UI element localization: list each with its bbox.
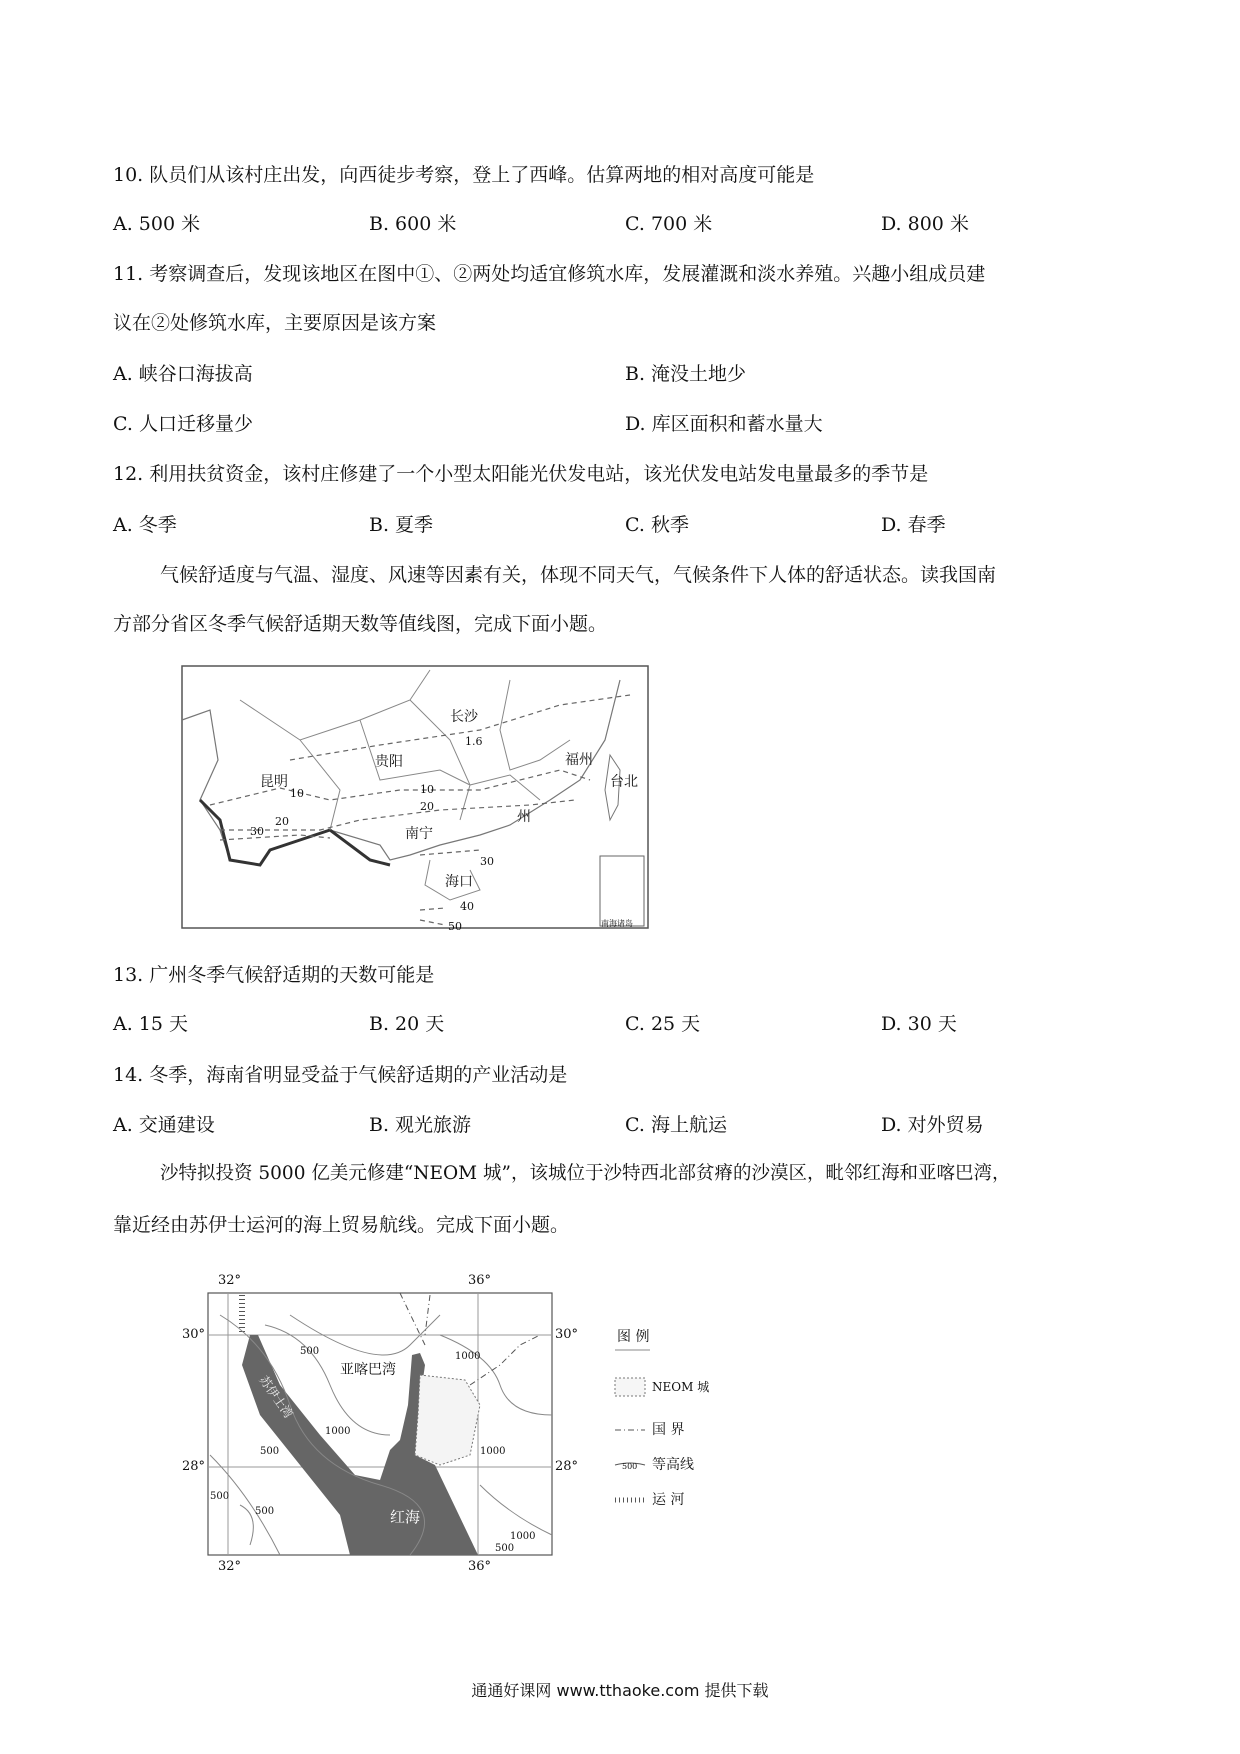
contour-label: 500 xyxy=(260,1446,280,1457)
isoline-label: 50 xyxy=(448,920,462,933)
city-label-nanning: 南宁 xyxy=(405,826,433,842)
legend-contour-sample: 500 xyxy=(622,1462,638,1471)
isoline-label: 20 xyxy=(420,800,434,813)
passage1-line2: 方部分省区冬季气候舒适期天数等值线图，完成下面小题。 xyxy=(113,613,608,635)
lat-label: 28° xyxy=(555,1459,579,1474)
q11-stem-line1: 11. 考察调查后，发现该地区在图中①、②两处均适宜修筑水库，发展灌溉和淡水养殖。兴趣小组成员建 xyxy=(113,263,986,285)
passage1-line1: 气候舒适度与气温、湿度、风速等因素有关，体现不同天气，气候条件下人体的舒适状态。读我国南 xyxy=(160,564,997,586)
q11-option-c: C. 人口迁移量少 xyxy=(113,413,253,435)
isoline-label: 30 xyxy=(250,825,264,838)
q13-option-b: B. 20 天 xyxy=(369,1013,445,1035)
lon-label: 36° xyxy=(468,1559,492,1574)
lat-label: 30° xyxy=(182,1327,206,1342)
contour-label: 1000 xyxy=(510,1531,536,1542)
label-gulf-of-aqaba: 亚喀巴湾 xyxy=(340,1362,396,1378)
q14-stem: 14. 冬季，海南省明显受益于气候舒适期的产业活动是 xyxy=(113,1064,568,1086)
q14-option-c: C. 海上航运 xyxy=(625,1114,727,1136)
isoline-label: 10 xyxy=(420,783,434,796)
q14-option-b: B. 观光旅游 xyxy=(369,1114,472,1136)
lat-label: 28° xyxy=(182,1459,206,1474)
q12-stem: 12. 利用扶贫资金，该村庄修建了一个小型太阳能光伏发电站，该光伏发电站发电量最多的季节是 xyxy=(113,463,929,485)
legend-canal: 运 河 xyxy=(652,1492,685,1508)
lat-label: 30° xyxy=(555,1327,579,1342)
q10-option-c: C. 700 米 xyxy=(625,213,713,235)
q10-stem: 10. 队员们从该村庄出发，向西徒步考察，登上了西峰。估算两地的相对高度可能是 xyxy=(113,164,815,186)
footer-watermark: 通通好课网 www.tthaoke.com 提供下载 xyxy=(471,1681,769,1700)
contour-label: 500 xyxy=(300,1346,320,1357)
contour-label: 500 xyxy=(210,1491,230,1502)
q10-option-a: A. 500 米 xyxy=(113,213,201,235)
contour-label: 500 xyxy=(255,1506,275,1517)
city-label-taibei: 台北 xyxy=(610,774,638,790)
q11-option-d: D. 库区面积和蓄水量大 xyxy=(625,413,823,435)
legend-contour: 等高线 xyxy=(652,1457,694,1473)
isoline-label: 1.6 xyxy=(465,735,483,748)
q14-option-a: A. 交通建设 xyxy=(113,1114,215,1136)
q14-option-d: D. 对外贸易 xyxy=(881,1114,984,1136)
q13-stem: 13. 广州冬季气候舒适期的天数可能是 xyxy=(113,964,435,986)
climate-comfort-isoline-map xyxy=(180,660,660,940)
q12-option-b: B. 夏季 xyxy=(369,514,434,536)
q12-option-a: A. 冬季 xyxy=(113,514,177,536)
q10-option-b: B. 600 米 xyxy=(369,213,457,235)
q13-option-c: C. 25 天 xyxy=(625,1013,701,1035)
city-label-haikou: 海口 xyxy=(445,874,473,890)
q11-option-b: B. 淹没土地少 xyxy=(625,363,747,385)
lon-label: 32° xyxy=(218,1559,242,1574)
q11-stem-line2: 议在②处修筑水库，主要原因是该方案 xyxy=(113,312,437,334)
contour-label: 500 xyxy=(495,1543,515,1554)
contour-label: 1000 xyxy=(325,1426,351,1437)
label-gulf-of-suez: 苏伊士湾 xyxy=(256,1373,296,1421)
isoline-label: 30 xyxy=(480,855,494,868)
city-label-changsha: 长沙 xyxy=(450,709,478,725)
lon-label: 32° xyxy=(218,1273,242,1288)
inset-label-south-china-sea: 南海诸岛 xyxy=(601,919,633,928)
isoline-label: 10 xyxy=(290,787,304,800)
legend-title: 图 例 xyxy=(617,1329,650,1345)
label-red-sea: 红海 xyxy=(390,1508,421,1526)
passage2-line1: 沙特拟投资 5000 亿美元修建“NEOM 城”，该城位于沙特西北部贫瘠的沙漠区，毗邻红海和亚喀巴湾， xyxy=(160,1163,1011,1184)
isoline-label: 40 xyxy=(460,900,474,913)
neom-city-map xyxy=(180,1255,740,1585)
city-label-guiyang: 贵阳 xyxy=(375,754,403,770)
q13-option-d: D. 30 天 xyxy=(881,1013,957,1035)
q12-option-c: C. 秋季 xyxy=(625,514,689,536)
city-label-guangzhou: 州 xyxy=(517,809,531,825)
isoline-label: 20 xyxy=(275,815,289,828)
legend-border: 国 界 xyxy=(652,1422,685,1438)
contour-label: 1000 xyxy=(480,1446,506,1457)
legend-neom-city: NEOM 城 xyxy=(652,1380,710,1394)
city-label-fuzhou: 福州 xyxy=(565,752,593,768)
q13-option-a: A. 15 天 xyxy=(113,1013,189,1035)
contour-label: 1000 xyxy=(455,1351,481,1362)
q12-option-d: D. 春季 xyxy=(881,514,946,536)
lon-label: 36° xyxy=(468,1273,492,1288)
city-label-kunming: 昆明 xyxy=(260,774,288,790)
q10-option-d: D. 800 米 xyxy=(881,213,969,235)
q11-option-a: A. 峡谷口海拔高 xyxy=(113,363,253,385)
passage2-line2: 靠近经由苏伊士运河的海上贸易航线。完成下面小题。 xyxy=(113,1214,570,1236)
